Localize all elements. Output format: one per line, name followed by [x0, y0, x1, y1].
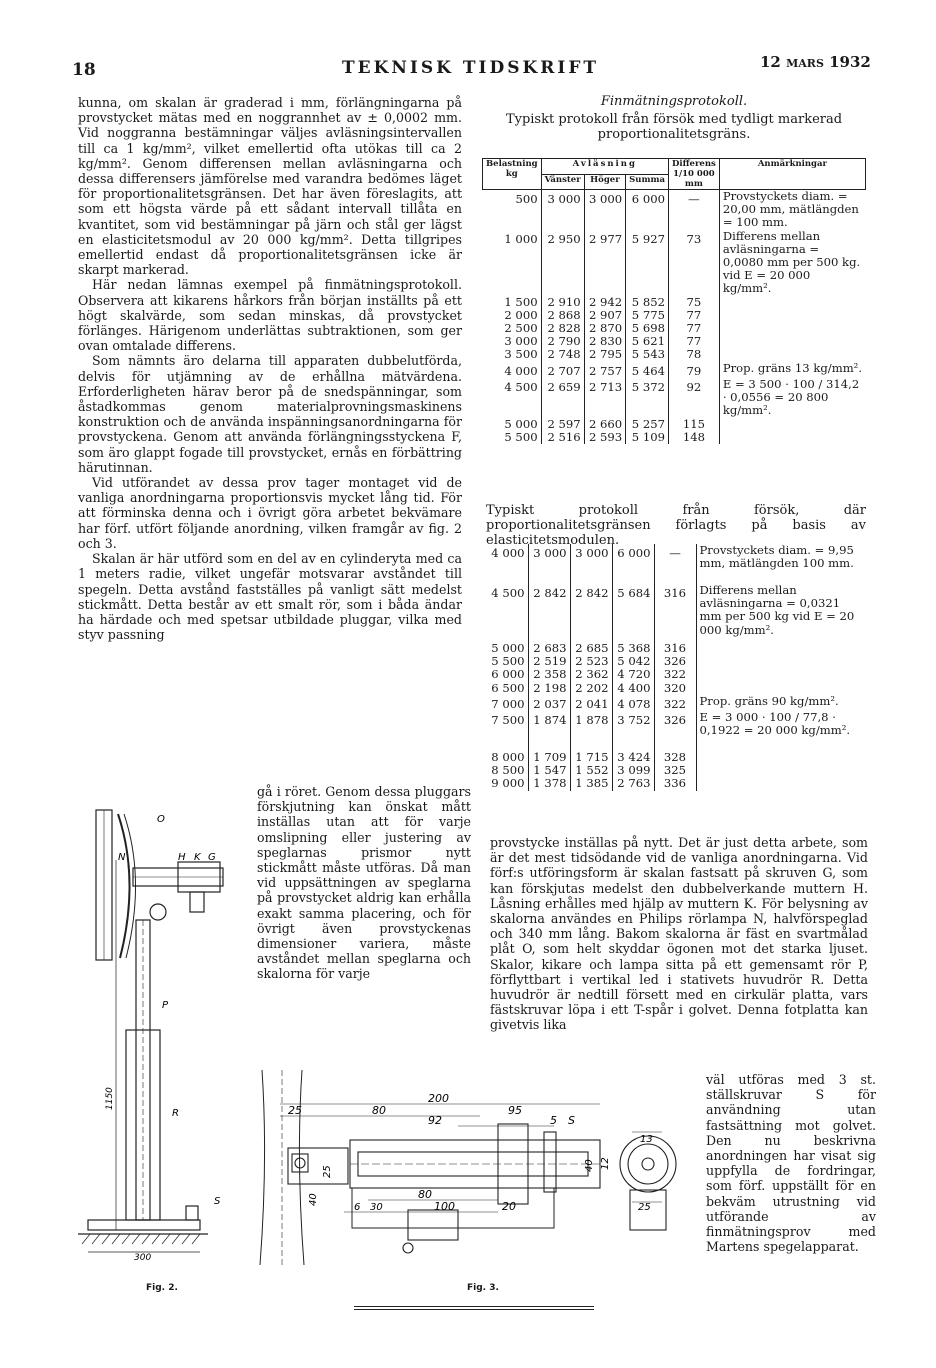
table-row: [483, 348, 866, 361]
remark-cell: E = 3 500 · 100 / 314,2 · 0,0556 = 20 800 kg/mm².: [719, 378, 865, 418]
fig2-dim-height: 1150: [105, 1087, 115, 1110]
cell-load: 4 500: [491, 586, 525, 600]
cell-left: 2 519: [528, 655, 570, 668]
cell-diff: 316: [654, 642, 696, 655]
cell-right: 2 660: [584, 418, 625, 431]
remark-cell: Prop. gräns 90 kg/mm².: [696, 695, 866, 711]
fig3-label-s: S: [568, 1114, 575, 1127]
cell-sum: 5 109: [626, 431, 669, 444]
cell-left: 2 516: [541, 431, 584, 444]
table-row: [483, 431, 866, 444]
fig3-dim-92: 92: [428, 1114, 442, 1127]
table-row: [483, 418, 866, 431]
paragraph: Skalan är här utförd som en del av en cylinderyta med ca 1 meters radie, vilket ungefär motsvarar avståndet till spegeln. Detta avstånd fastställes på vanligt sätt medelst stickmått. Detta består av ett smalt rör, som i båda ändar ha härdade och med spetsar utbildade pluggar, vilka med styv passning: [78, 551, 462, 643]
cell-load: 8 000: [491, 750, 525, 765]
table-row: [482, 695, 866, 711]
table-row: [482, 544, 866, 584]
remark-cell: [719, 322, 865, 335]
remark-cell: Differens mellan avläsningarna = 0,0321 mm per 500 kg vid E = 20 000 kg/mm².: [696, 584, 866, 642]
fig3-dim-200: 200: [428, 1092, 449, 1105]
cell-sum: 5 927: [626, 230, 669, 296]
cell-right: 2 685: [570, 642, 612, 655]
cell-load: 8 500: [491, 763, 525, 778]
cell-right: 3 000: [570, 544, 612, 584]
cell-sum: 5 684: [612, 584, 654, 642]
cell-diff: 326: [654, 655, 696, 668]
cell-left: 2 868: [541, 309, 584, 322]
cell-sum: 4 400: [612, 682, 654, 695]
cell-left: 2 910: [541, 296, 584, 309]
fig3-dim-40b: 40: [308, 1193, 319, 1206]
remark-cell: [719, 348, 865, 361]
cell-right: 2 870: [584, 322, 625, 335]
remark-cell: [719, 431, 865, 444]
table-row: [482, 584, 866, 642]
fig2-label-o: O: [157, 814, 165, 825]
set-screw-s: [186, 1206, 198, 1220]
figure-2-caption: Fig. 2.: [146, 1283, 178, 1293]
cell-load: 4 000: [504, 363, 538, 378]
cell-sum: 4 078: [612, 695, 654, 711]
cell-left: 3 000: [541, 190, 584, 230]
cell-diff: 78: [668, 348, 719, 361]
table-row: [482, 668, 866, 681]
table-row: [483, 309, 866, 322]
remark-cell: [696, 682, 866, 695]
cell-load: 7 000: [491, 696, 525, 711]
figure-3-drawing: [258, 1060, 708, 1275]
fig3-dim-6: 6: [354, 1202, 361, 1213]
cell-load: 9 000: [491, 776, 525, 791]
right-column-text: [490, 835, 868, 1033]
cell-diff: 92: [668, 378, 719, 418]
cell-right: 2 977: [584, 230, 625, 296]
cell-load: 1 500: [504, 294, 538, 309]
page-number: 18: [72, 60, 96, 80]
cell-left: 2 037: [528, 695, 570, 711]
cell-load: 1 000: [504, 231, 538, 246]
remark-cell: [719, 335, 865, 348]
fig3-dim-25c: 25: [638, 1202, 651, 1213]
cell-left: 2 790: [541, 335, 584, 348]
fig3-dim-25: 25: [288, 1104, 302, 1117]
cell-left: 1 378: [528, 777, 570, 790]
table-row: [483, 378, 866, 418]
cell-load: 6 000: [491, 667, 525, 682]
cell-sum: 5 042: [612, 655, 654, 668]
table-row: [483, 362, 866, 378]
cell-diff: 77: [668, 309, 719, 322]
col-header-remarks: Anmärkningar: [719, 159, 865, 190]
left-narrow-column-text: [257, 784, 471, 982]
table-row: [483, 322, 866, 335]
paragraph: provstycke inställas på nytt. Det är just detta arbete, som är det mest tidsödande vid de vanliga anordningarna. Vid förf:s utföringsform är skalan fastsatt på skruven G, som kan förskjutas medelst den dubbelverkande muttern H. Låsning erhålles med hjälp av muttern K. För belysning av skalorna användes en Philips rörlampa N, halvförspeglad och 340 mm lång. Bakom skalorna är fäst en svartmålad plåt O, som helt skyddar ögonen mot det starka ljuset. Skalor, kikare och lampa sitta på ett gemensamt rör P, förflyttbart i vertikal led i stativets huvudrör R. Detta huvudrör är nedtill försett med en cirkulär platta, vars fästskruvar löpa i ett T-spår i golvet. Denna fotplatta kan givetvis lika: [490, 835, 868, 1033]
paragraph: kunna, om skalan är graderad i mm, förlängningarna på provstycket mätas med en noggrannhet av ± 0,0002 mm. Vid noggranna bestämningar väljes avläsningsintervallen till ca 1 kg/mm², vilket emellertid ofta utökas till ca 2 kg/mm². Genom differensen mellan avläsningarna och dessa differensers jämförelse med varandra bedömes läget för proportionalitetsgränsen. Det har även föreslagits, att som ett högsta värde på ett sådant intervall tillåta en kvantitet, som vid bestämningar på järn och stål ger lägst en elasticitetsmodul av 20 000 kg/mm². Detta tillgripes emellertid endast då proportionalitetsgränsen icke är skarpt markerad.: [78, 95, 462, 278]
col-header-left: Vänster: [541, 174, 584, 190]
cell-left: 2 748: [541, 348, 584, 361]
cell-sum: 5 368: [612, 642, 654, 655]
cell-sum: 5 775: [626, 309, 669, 322]
fig2-label-p: P: [162, 1000, 169, 1011]
cell-load: 500: [515, 192, 538, 206]
cell-sum: 5 543: [626, 348, 669, 361]
table2-caption: Typiskt protokoll från försök, där proportionalitetsgränsen förlagts på basis av elasticitetsmodulen.: [486, 503, 866, 548]
cell-load: 5 500: [504, 430, 538, 445]
remark-cell: [719, 418, 865, 431]
cell-right: 2 713: [584, 378, 625, 418]
cell-diff: 77: [668, 322, 719, 335]
table-row: [482, 682, 866, 695]
cell-right: 2 362: [570, 668, 612, 681]
remark-cell: [696, 764, 866, 777]
col-header-sum: Summa: [626, 174, 669, 190]
journal-title: TEKNISK TIDSKRIFT: [342, 58, 600, 78]
fig2-label-n: N: [118, 852, 126, 863]
cell-left: 3 000: [528, 544, 570, 584]
cell-sum: 5 464: [626, 362, 669, 378]
cell-diff: 115: [668, 418, 719, 431]
issue-date: 12 mars 1932: [760, 53, 871, 71]
fig2-dim-base: 300: [134, 1253, 152, 1263]
cell-diff: 336: [654, 777, 696, 790]
cell-right: 2 830: [584, 335, 625, 348]
cell-right: 2 041: [570, 695, 612, 711]
fig3-dim-5: 5: [550, 1114, 557, 1127]
cell-left: 2 828: [541, 322, 584, 335]
remark-cell: [696, 642, 866, 655]
remark-cell: Provstyckets diam. = 20,00 mm, mätlängden = 100 mm.: [719, 190, 865, 230]
remark-cell: [696, 751, 866, 764]
cell-load: 5 000: [491, 641, 525, 655]
fig2-label-r: R: [172, 1108, 179, 1119]
left-column-text: [78, 95, 462, 642]
cell-sum: 4 720: [612, 668, 654, 681]
remark-cell: Prop. gräns 13 kg/mm².: [719, 362, 865, 378]
paragraph: Vid utförandet av dessa prov tager montaget vid de vanliga anordningarna proportionsvis mycket lång tid. För att förminska denna och i övrigt göra arbetet bekvämare har förf. utfört följande anordning, vilken framgår av fig. 2 och 3.: [78, 475, 462, 551]
cell-left: 2 198: [528, 682, 570, 695]
black-plate-o: [118, 814, 130, 958]
fig2-label-k: K: [194, 852, 201, 863]
cell-load: 3 000: [504, 334, 538, 349]
figure-3-caption: Fig. 3.: [467, 1283, 499, 1293]
paragraph: Här nedan lämnas exempel på finmätningsprotokoll. Observera att kikarens hårkors från början inställts på ett högt skalvärde, som sedan minskas, då provstycket förlänges. Härigenom underlättas subtraktionen, som ger ovan omtalade differens.: [78, 277, 462, 354]
cell-diff: 320: [654, 682, 696, 695]
remark-cell: [696, 655, 866, 668]
cell-left: 2 659: [541, 378, 584, 418]
cell-left: 2 950: [541, 230, 584, 296]
cell-diff: 77: [668, 335, 719, 348]
cell-right: 2 907: [584, 309, 625, 322]
cell-right: 2 757: [584, 362, 625, 378]
fig3-dim-100: 100: [434, 1200, 455, 1213]
cell-sum: 3 099: [612, 764, 654, 777]
cell-diff: 326: [654, 711, 696, 751]
cell-left: 1 547: [528, 764, 570, 777]
cell-right: 1 715: [570, 751, 612, 764]
fig3-dim-95: 95: [508, 1104, 522, 1117]
cell-diff: 73: [668, 230, 719, 296]
table-row: [483, 190, 866, 230]
remark-cell: [719, 309, 865, 322]
cell-right: 2 202: [570, 682, 612, 695]
cell-left: 2 597: [541, 418, 584, 431]
paragraph: väl utföras med 3 st. ställskruvar S för användning utan fastsättning mot golvet. Den nu beskrivna anordningen har visat sig uppfylla de fordringar, som förf. uppställt för en bekväm utrustning vid utförande av finmätningsprov med Martens spegelapparat.: [706, 1072, 876, 1255]
cell-sum: 5 852: [626, 296, 669, 309]
fig3-dim-40: 40: [584, 1159, 595, 1172]
cell-diff: 322: [654, 695, 696, 711]
nut-h: [498, 1124, 528, 1204]
cell-diff: —: [654, 544, 696, 584]
measurement-table-1: [482, 158, 866, 444]
fig3-dim-25-vert: 25: [322, 1165, 333, 1178]
paragraph: gå i röret. Genom dessa pluggars förskjutning kan önskat mått inställas utan att för varje omslipning eller justering av speglarnas prismor nytt stickmått måste utföras. Då man vid uppsättningen av speglarna på provstycket aldrig kan erhålla exakt samma placering, och för övrigt även provstyckenas dimensioner variera, måste avståndet mellan speglarna och skalorna för varje: [257, 784, 471, 982]
table-row: [483, 296, 866, 309]
table-row: [483, 335, 866, 348]
base-plate: [88, 1220, 200, 1230]
cell-diff: 328: [654, 751, 696, 764]
remark-cell: Differens mellan avläsningarna = 0,0080 mm per 500 kg. vid E = 20 000 kg/mm².: [719, 230, 865, 296]
col-header-diff: Differens 1/10 000 mm: [668, 159, 719, 190]
cell-left: 2 707: [541, 362, 584, 378]
cell-load: 5 000: [504, 416, 538, 431]
cell-load: 2 500: [504, 321, 538, 336]
measurement-table-2: [482, 544, 866, 791]
fig2-label-g: G: [208, 852, 216, 863]
col-header-right: Höger: [584, 174, 625, 190]
cell-sum: 6 000: [626, 190, 669, 230]
cell-load: 3 500: [504, 347, 538, 362]
cell-diff: 316: [654, 584, 696, 642]
cell-left: 1 874: [528, 711, 570, 751]
cell-sum: 2 763: [612, 777, 654, 790]
cell-right: 2 593: [584, 431, 625, 444]
cell-left: 2 358: [528, 668, 570, 681]
cell-sum: 5 372: [626, 378, 669, 418]
cell-diff: 79: [668, 362, 719, 378]
fig3-dim-80b: 80: [418, 1188, 432, 1201]
cell-load: 2 000: [504, 307, 538, 322]
cell-sum: 5 698: [626, 322, 669, 335]
cell-sum: 5 621: [626, 335, 669, 348]
fig3-dim-30: 30: [370, 1202, 383, 1213]
cell-left: 2 683: [528, 642, 570, 655]
table-row: [482, 711, 866, 751]
cell-sum: 3 424: [612, 751, 654, 764]
table-title: Finmätningsprotokoll.: [600, 94, 748, 109]
cell-right: 2 842: [570, 584, 612, 642]
remark-cell: [696, 777, 866, 790]
fig3-dim-12: 12: [600, 1157, 611, 1170]
col-header-reading: Avläsning: [541, 159, 668, 175]
fig3-dim-13: 13: [640, 1134, 653, 1145]
cell-right: 2 942: [584, 296, 625, 309]
paragraph: Som nämnts äro delarna till apparaten dubbelutförda, delvis för utjämning av de erhållna mätvärdena. Erforderligheten härav beror på de snedspänningar, som åstadkommas genom materialprovningsmaskinens konstruktion och de använda inspänningsanordningarna för provstyckena. Genom att använda förlängningsstyckena F, som äro glappt fogade till provstycket, ernås en förbättring härutinnan.: [78, 353, 462, 475]
remark-cell: [719, 296, 865, 309]
end-rule: [354, 1306, 594, 1310]
cell-sum: 5 257: [626, 418, 669, 431]
table-row: [483, 230, 866, 296]
cell-right: 1 385: [570, 777, 612, 790]
cell-right: 1 878: [570, 711, 612, 751]
cell-load: 5 500: [491, 654, 525, 669]
cell-load: 6 500: [491, 680, 525, 695]
cell-sum: 3 752: [612, 711, 654, 751]
figure-2-drawing: [78, 800, 258, 1275]
cell-load: 4 000: [491, 546, 525, 560]
cell-sum: 6 000: [612, 544, 654, 584]
fig3-dim-80: 80: [372, 1104, 386, 1117]
cell-left: 1 709: [528, 751, 570, 764]
right-narrow-column-text: [706, 1072, 876, 1254]
cell-diff: —: [668, 190, 719, 230]
cell-right: 2 523: [570, 655, 612, 668]
cell-right: 3 000: [584, 190, 625, 230]
cell-load: 7 500: [491, 713, 525, 728]
cell-right: 2 795: [584, 348, 625, 361]
fig2-label-h: H: [178, 852, 186, 863]
cell-left: 2 842: [528, 584, 570, 642]
cell-diff: 322: [654, 668, 696, 681]
remark-cell: Provstyckets diam. = 9,95 mm, mätlängden 100 mm.: [696, 544, 866, 584]
cell-diff: 75: [668, 296, 719, 309]
fig3-dim-20: 20: [502, 1200, 516, 1213]
remark-cell: [696, 668, 866, 681]
col-header-load: Belastning kg: [483, 159, 542, 190]
fig2-label-s: S: [214, 1196, 221, 1207]
remark-cell: E = 3 000 · 100 / 77,8 · 0,1922 = 20 000 kg/mm².: [696, 711, 866, 751]
table1-caption: Typiskt protokoll från försök med tydligt markerad proportionalitetsgräns.: [505, 112, 843, 142]
cell-diff: 325: [654, 764, 696, 777]
cell-load: 4 500: [504, 379, 538, 394]
table-row: [482, 777, 866, 790]
cell-right: 1 552: [570, 764, 612, 777]
cell-diff: 148: [668, 431, 719, 444]
